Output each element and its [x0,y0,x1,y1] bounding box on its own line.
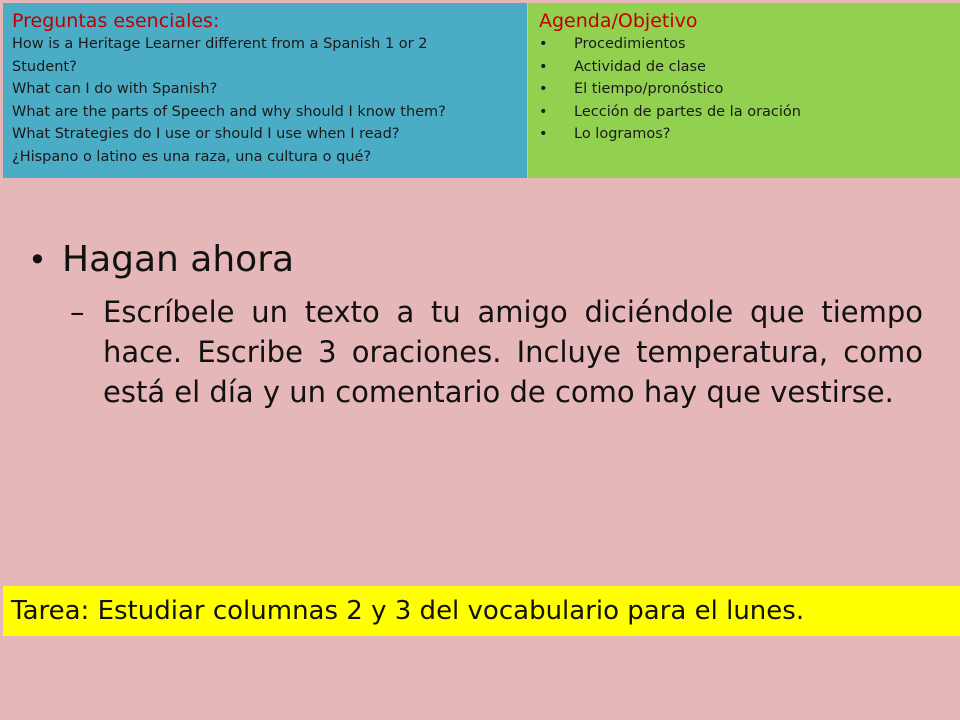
agenda-item-label: El tiempo/pronóstico [574,81,724,97]
do-now-instruction [28,292,923,412]
essential-question-line: What are the parts of Speech and why should I know them? [12,103,446,120]
homework-banner [3,586,960,636]
essential-question-line: What can I do with Spanish? [12,81,218,97]
bullet-icon: • [28,241,47,279]
do-now-instruction-text: Escríbele un texto a tu amigo diciéndole que tiempo hace. Escribe 3 oraciones. Incluye temperatura, como está el día y un comentario de como hay que vestirse. [103,295,923,409]
main-content [28,236,928,412]
agenda-item [539,101,952,124]
essential-questions-list [12,33,519,168]
essential-question-line: ¿Hispano o latino es una raza, una cultura o qué? [12,148,372,165]
agenda-item [539,33,952,56]
bullet-icon: • [539,81,548,97]
homework-text: Tarea: Estudiar columnas 2 y 3 del vocabulario para el lunes. [11,596,805,626]
agenda-item-label: Actividad de clase [574,58,706,75]
essential-questions-box [3,3,527,178]
agenda-item [539,56,952,79]
bullet-icon: • [539,58,548,75]
essential-question-line: How is a Heritage Learner different from a Spanish 1 or 2 [12,36,428,52]
essential-question-line: Student? [12,58,77,75]
agenda-item [539,123,952,146]
agenda-item-label: Lección de partes de la oración [574,103,801,120]
agenda-box [528,3,960,178]
bullet-icon: • [539,103,548,120]
dash-icon: – [70,295,85,329]
do-now-heading-text: Hagan ahora [62,239,295,280]
essential-question-line: What Strategies do I use or should I use when I read? [12,126,400,142]
bullet-icon: • [539,126,548,142]
agenda-list [539,33,952,146]
agenda-title: Agenda/Objetivo [539,10,698,32]
agenda-item-label: Lo logramos? [574,126,671,142]
do-now-heading [28,236,928,284]
essential-questions-title: Preguntas esenciales: [12,10,220,32]
bullet-icon: • [539,36,548,52]
agenda-item [539,78,952,101]
agenda-item-label: Procedimientos [574,36,686,52]
